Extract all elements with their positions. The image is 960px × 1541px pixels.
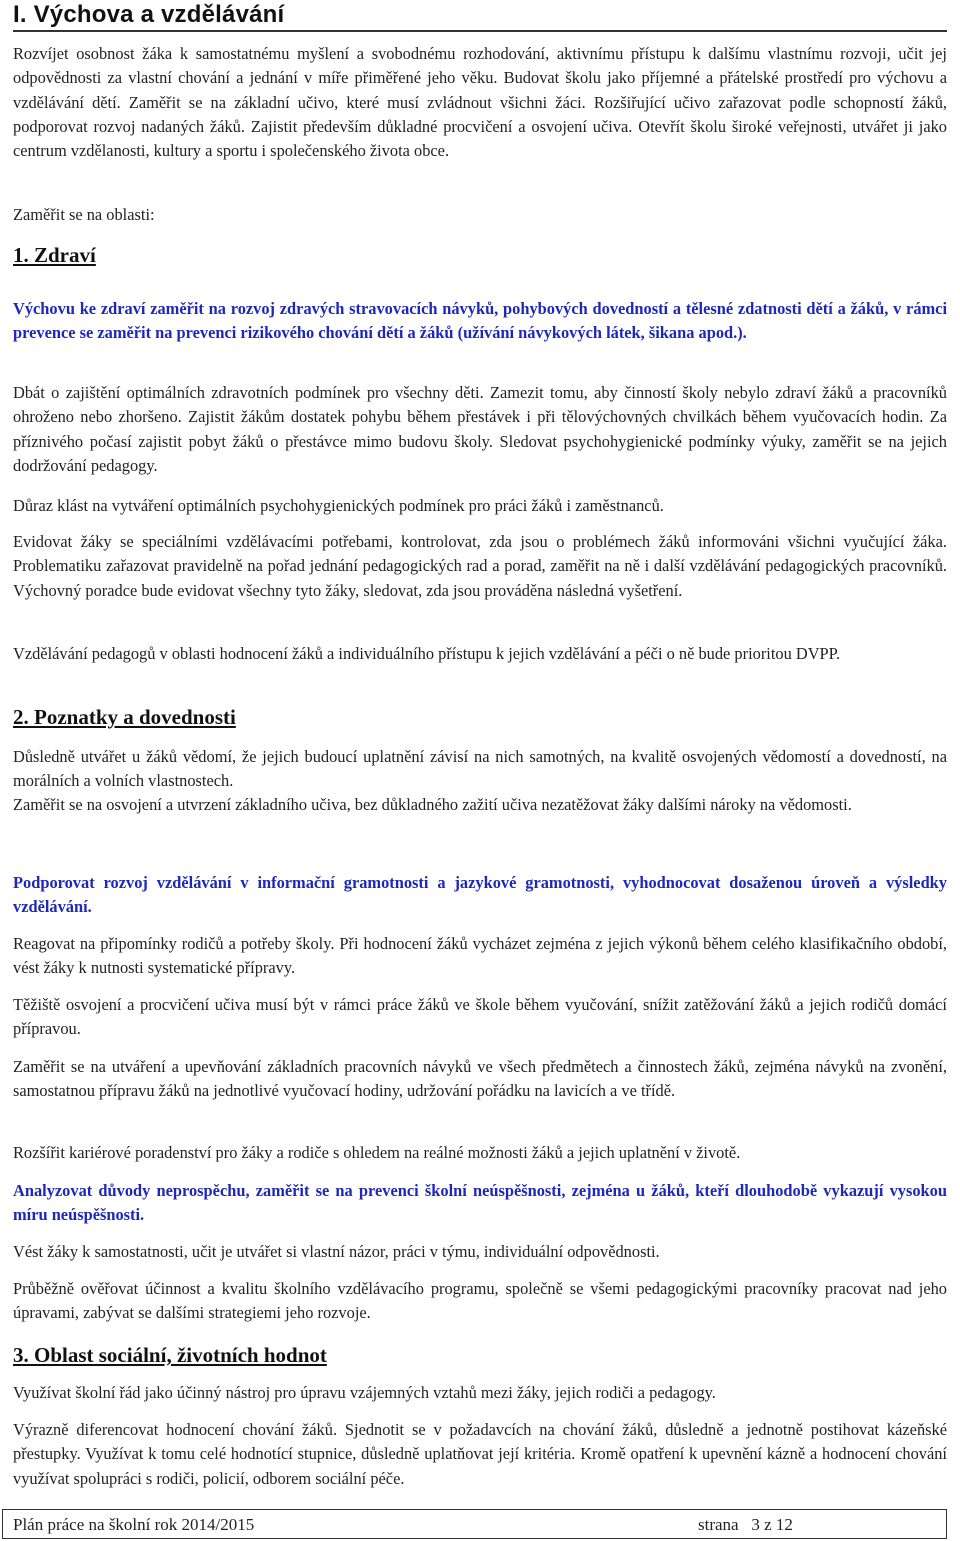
section-2-paragraph-1b: Zaměřit se na osvojení a utvrzení základního učiva, bez důkladného zažití učiva nezatěžovat žáky dalšími nároky na vědomosti. (13, 795, 852, 814)
section-1-paragraph-3: Evidovat žáky se speciálními vzdělávacími potřebami, kontrolovat, zda jsou o problémech žáků informováni všichni vyučující žáka. Problematiku zařazovat pravidelně na pořad jednání pedagogických rad a porad, zaměřit na ně i další vzdělávání pedagogických pracovníků. Výchovný poradce bude evidovat všechny tyto žáky, sledovat, zda jsou prováděna následná vyšetření. (13, 532, 947, 600)
section-1-paragraph-2: Důraz klást na vytváření optimálních psychohygienických podmínek pro práci žáků i zaměstnanců. (13, 496, 664, 515)
section-3-heading: 3. Oblast sociální, životních hodnot (13, 1343, 327, 1367)
section-2-paragraph-1a: Důsledně utvářet u žáků vědomí, že jejich budoucí uplatnění závisí na nich samotných, na kvalitě osvojených vědomostí a dovedností, na morálních a volních vlastnostech. (13, 747, 947, 791)
document-page (13, 0, 947, 1488)
section-title-bar (13, 2, 947, 32)
section-1-highlight: Výchovu ke zdraví zaměřit na rozvoj zdravých stravovacích návyků, pohybových dovedností a tělesné zdatnosti dětí a žáků, v rámci prevence se zaměřit na prevenci rizikového chování dětí a žáků (užívání návykových látek, šikana apod.). (13, 299, 947, 343)
section-2-paragraph-6: Vést žáky k samostatnosti, učit je utvářet si vlastní názor, práci v týmu, individuální odpovědnosti. (13, 1242, 660, 1261)
section-1-paragraph-1: Dbát o zajištění optimálních zdravotních podmínek pro všechny děti. Zamezit tomu, aby činností školy nebylo zdraví žáků a pracovníků ohroženo nebo zhoršeno. Zajistit žákům dostatek pohybu během přestávek i při tělovýchovných chvilkách během vyučovacích hodin. Za příznivého počasí zajistit pobyt žáků o přestávce mimo budovu školy. Sledovat psychohygienické podmínky výuky, zaměřit se na jejich dodržování pedagogy. (13, 383, 947, 475)
section-2-paragraph-4: Zaměřit se na utváření a upevňování základních pracovních návyků ve všech předmětech a činnostech žáků, zejména návyků na zvonění, samostatnou přípravu žáků na jednotlivé vyučovací hodiny, udržování pořádku na lavicích a ve třídě. (13, 1057, 947, 1101)
section-2-paragraph-3: Těžiště osvojení a procvičení učiva musí být v rámci práce žáků ve škole během vyučování, snížit zatěžování žáků a jejich rodičů domácí přípravou. (13, 995, 947, 1039)
section-3-paragraph-2: Výrazně diferencovat hodnocení chování žáků. Sjednotit se v požadavcích na chování žáků, důsledně a jednotně postihovat kázeňské přestupky. Využívat k tomu celé hodnotící stupnice, důsledně uplatňovat její kritéria. Kromě opatření k upevnění kázně a hodnocení chování využívat spolupráci s rodiči, policií, odborem sociální péče. (13, 1420, 947, 1488)
page-footer (2, 1509, 947, 1539)
section-1-paragraph-4: Vzdělávání pedagogů v oblasti hodnocení žáků a individuálního přístupu k jejich vzdělávání a péči o ně bude prioritou DVPP. (13, 644, 841, 663)
section-2-paragraph-5: Rozšířit kariérové poradenství pro žáky a rodiče s ohledem na reálné možnosti žáků a jejich uplatnění v životě. (13, 1143, 741, 1162)
section-title: I. Výchova a vzdělávání (13, 1, 285, 28)
section-2-paragraph-2: Reagovat na připomínky rodičů a potřeby školy. Při hodnocení žáků vycházet zejména z jejich výkonů během celého klasifikačního období, vést žáky k nutnosti systematické přípravy. (13, 934, 947, 978)
intro-paragraph: Rozvíjet osobnost žáka k samostatnému myšlení a svobodnému rozhodování, aktivnímu přístupu k dalšímu vlastnímu rozvoji, učit jej odpovědnosti za vlastní chování a jednání v míře přiměřené jeho věku. Budovat školu jako příjemné a přátelské prostředí pro výchovu a vzdělávání dětí. Zaměřit se na základní učivo, které musí zvládnout všichni žáci. Rozšiřující učivo zařazovat podle schopností žáků, podporovat rozvoj nadaných žáků. Zajistit především důkladné procvičení a osvojení učiva. Otevřít školu široké veřejnosti, utvářet ji jako centrum vzdělanosti, kultury a sportu i společenského života obce. (13, 44, 947, 161)
footer-document-title: Plán práce na školní rok 2014/2015 (13, 1515, 255, 1534)
section-2-paragraph-7: Průběžně ověřovat účinnost a kvalitu školního vzdělávacího programu, společně se všemi pedagogickými pracovníky pracovat nad jeho úpravami, zabývat se dalšími strategiemi jeho rozvoje. (13, 1279, 947, 1323)
section-2-highlight-2: Analyzovat důvody neprospěchu, zaměřit se na prevenci školní neúspěšnosti, zejména u žáků, kteří dlouhodobě vykazují vysokou míru neúspěšnosti. (13, 1181, 947, 1225)
section-1-heading: 1. Zdraví (13, 243, 96, 267)
footer-page-number: strana 3 z 12 (698, 1515, 793, 1534)
section-2-heading: 2. Poznatky a dovednosti (13, 705, 236, 729)
section-2-highlight-1: Podporovat rozvoj vzdělávání v informační gramotnosti a jazykové gramotnosti, vyhodnocovat dosaženou úroveň a výsledky vzdělávání. (13, 873, 947, 917)
focus-label: Zaměřit se na oblasti: (13, 205, 155, 224)
section-3-paragraph-1: Využívat školní řád jako účinný nástroj pro úpravu vzájemných vztahů mezi žáky, jejich rodiči a pedagogy. (13, 1383, 716, 1402)
